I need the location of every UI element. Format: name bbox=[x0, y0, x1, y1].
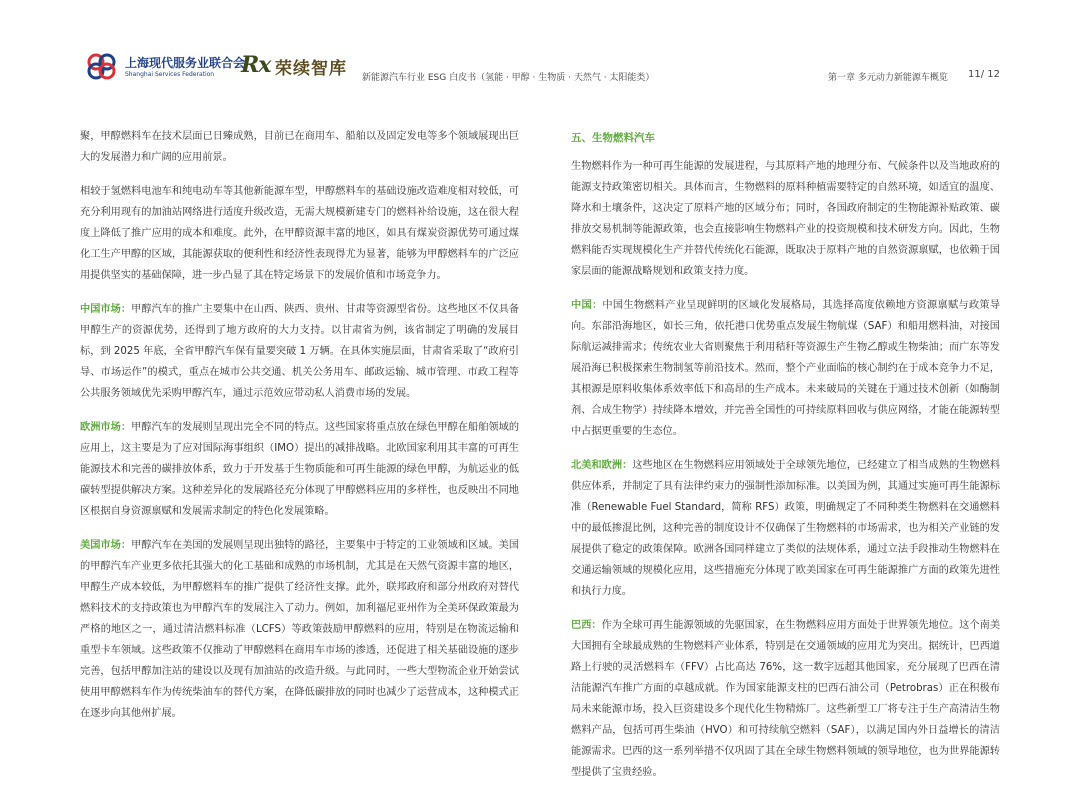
paragraph-text: 作为全球可再生能源领域的先驱国家，在生物燃料应用方面处于世界领先地位。这个南美大国拥有全球最成熟的生物燃料产业体系，特别是在交通领域的应用尤为突出。据统计，巴西道路上行驶的灵活燃料车（FFV）占比高达 76%，这一数字远超其他国家，充分展现了巴西在清洁能源汽车推广方面的卓越成就。作为国家能源支柱的巴西石油公司（Petrobras）正在积极布局未来能源市场，投入巨资建设多个现代化生物精炼厂。这些新型工厂将专注于生产高清洁生物燃料产品，包括可再生柴油（HVO）和可持续航空燃料（SAF），以满足国内外日益增长的清洁能源需求。巴西的这一系列举措不仅巩固了其在全球生物燃料领域的领导地位，也为世界能源转型提供了宝贵经验。 bbox=[571, 620, 1001, 778]
region-label: 美国市场： bbox=[80, 540, 132, 551]
paragraph: 生物燃料作为一种可再生能源的发展进程，与其原料产地的地理分布、气候条件以及当地政府的能源支持政策密切相关。具体而言，生物燃料的原料种植需要特定的自然环境，如适宜的温度、降水和土壤条件，这决定了原料产地的区域分布；同时，各国政府制定的生物能源补贴政策、碳排放交易机制等能源政策，也会直接影响生物燃料产业的投资规模和技术研发方向。因此，生物燃料能否实现规模化生产并替代传统化石能源，既取决于原料产地的自然资源禀赋，也依赖于国家层面的能源战略规划和政策支持力度。 bbox=[571, 161, 1000, 277]
right-column bbox=[571, 128, 1000, 796]
region-label: 巴西： bbox=[571, 620, 602, 631]
region-label: 中国市场： bbox=[80, 304, 132, 315]
paragraph-text: 中国生物燃料产业呈现鲜明的区域化发展格局，其选择高度依赖地方资源禀赋与政策导向。东部沿海地区，如长三角，依托港口优势重点发展生物航煤（SAF）和船用燃料油，对接国际航运减排需求；传统农业大省则聚焦于利用秸秆等资源生产生物乙醇或生物柴油；而广东等发展沿海已积极探索生物制氢等前沿技术。然而，整个产业面临的核心制约在于成本竞争力不足，其根源是原料收集体系效率低下和高昂的生产成本。未来破局的关键在于通过技术创新（如酶制剂、合成生物学）持续降本增效，并完善全国性的可持续原料回收与供应网络，才能在能源转型中占据更重要的生态位。 bbox=[571, 300, 1001, 437]
chapter-title: 第一章 多元动力新能源车概览 bbox=[828, 73, 948, 83]
ssf-logo-icon bbox=[86, 52, 118, 80]
region-label: 欧洲市场： bbox=[80, 422, 132, 433]
paragraph-text: 甲醇汽车在美国的发展则呈现出独特的路径，主要集中于特定的工业领域和区域。美国的甲醇汽车产业更多依托其强大的化工基础和成熟的市场机制，尤其是在天然气资源丰富的地区，甲醇生产成本较低，为甲醇燃料车的推广提供了经济性支撑。此外，联邦政府和部分州政府对替代燃料技术的支持政策也为甲醇汽车的发展注入了动力。例如，加利福尼亚州作为全美环保政策最为严格的地区之一，通过清洁燃料标准（LCFS）等政策鼓励甲醇燃料的应用，特别是在物流运输和重型卡车领域。这些政策不仅推动了甲醇燃料在商用车市场的渗透，还促进了相关基础设施的逐步完善，包括甲醇加注站的建设以及现有加油站的改造升级。与此同时，一些大型物流企业开始尝试使用甲醇燃料车作为传统柴油车的替代方案，在降低碳排放的同时也减少了运营成本，这种模式正在逐步向其他州扩展。 bbox=[80, 540, 520, 719]
paragraph-us-market bbox=[80, 535, 519, 724]
paragraph-north-america-europe bbox=[571, 455, 1000, 602]
paragraph: 相较于氢燃料电池车和纯电动车等其他新能源车型，甲醇燃料车的基础设施改造难度相对较低，可充分利用现有的加油站网络进行适度升级改造，无需大规模新建专门的燃料补给设施，这在很大程度上降低了推广应用的成本和难度。此外，在甲醇资源丰富的地区，如具有煤炭资源优势可通过煤化工生产甲醇的区域，其能源获取的便利性和经济性表现得尤为显著，能够为甲醇燃料车的广泛应用提供坚实的基础保障，进一步凸显了其在特定场景下的发展价值和市场竞争力。 bbox=[80, 186, 519, 281]
paragraph-text: 甲醇汽车的推广主要集中在山西、陕西、贵州、甘肃等资源型省份。这些地区不仅具备甲醇生产的资源优势，还得到了地方政府的大力支持。以甘肃省为例，该省制定了明确的发展目标，到 2025 年底，全省甲醇汽车保有量要突破 1 万辆。在具体实施层面，甘肃省采取了“政府引导、市场运作”的模式，重点在城市公共交通、机关公务用车、邮政运输、城市管理、市政工程等公共服务领域优先采购甲醇汽车，通过示范效应带动私人消费市场的发展。 bbox=[80, 304, 520, 399]
section-title: 五、生物燃料汽车 bbox=[571, 132, 655, 144]
org-name-en: Shanghai Services Federation bbox=[125, 71, 215, 78]
document-title: 新能源汽车行业 ESG 白皮书（氢能 · 甲醇 · 生物质 · 天然气 · 太阳能类） bbox=[362, 73, 655, 83]
paragraph-text: 甲醇汽车的发展则呈现出完全不同的特点。这些国家将重点放在绿色甲醇在船舶领域的应用上，这主要是为了应对国际海事组织（IMO）提出的减排战略。北欧国家利用其丰富的可再生能源技术和完善的碳排放体系，致力于开发基于生物质能和可再生能源的绿色甲醇，为航运业的低碳转型提供解决方案。这种差异化的发展路径充分体现了甲醇燃料应用的多样性，也反映出不同地区根据自身资源禀赋和发展需求制定的特色化发展策略。 bbox=[80, 422, 520, 517]
paragraph-brazil bbox=[571, 615, 1000, 783]
paragraph: 聚，甲醇燃料车在技术层面已日臻成熟，目前已在商用车、船舶以及固定发电等多个领域展现出巨大的发展潜力和广阔的应用前景。 bbox=[80, 131, 519, 163]
region-label: 北美和欧洲： bbox=[571, 460, 633, 471]
org-name-cn: 上海现代服务业联合会 bbox=[125, 56, 246, 70]
paragraph-text: 这些地区在生物燃料应用领域处于全球领先地位，已经建立了相当成熟的生物燃料供应体系，并制定了具有法律约束力的强制性添加标准。以美国为例，其通过实施可再生能源标准（Renewable Fuel Standard，简称 RFS）政策，明确规定了不同种类生物燃料在交通燃料中的最低掺混比例，这种完善的制度设计不仅确保了生物燃料的市场需求，也为相关产业链的发展提供了稳定的政策保障。欧洲各国同样建立了类似的法规体系，通过立法手段推动生物燃料在交通运输领域的规模化应用，这些措施充分体现了欧美国家在可再生能源推广方面的政策先进性和执行力度。 bbox=[571, 460, 1001, 597]
brand-name: 荣续智库 bbox=[275, 59, 347, 79]
region-label: 中国： bbox=[571, 300, 603, 311]
rx-logo-icon: Rx bbox=[241, 52, 271, 78]
paragraph-china-market bbox=[80, 299, 519, 404]
page-header bbox=[0, 0, 1080, 100]
page-number: 11/ 12 bbox=[968, 69, 1000, 80]
paragraph-europe-market bbox=[80, 417, 519, 522]
left-column bbox=[80, 126, 519, 737]
paragraph-china bbox=[571, 295, 1000, 442]
